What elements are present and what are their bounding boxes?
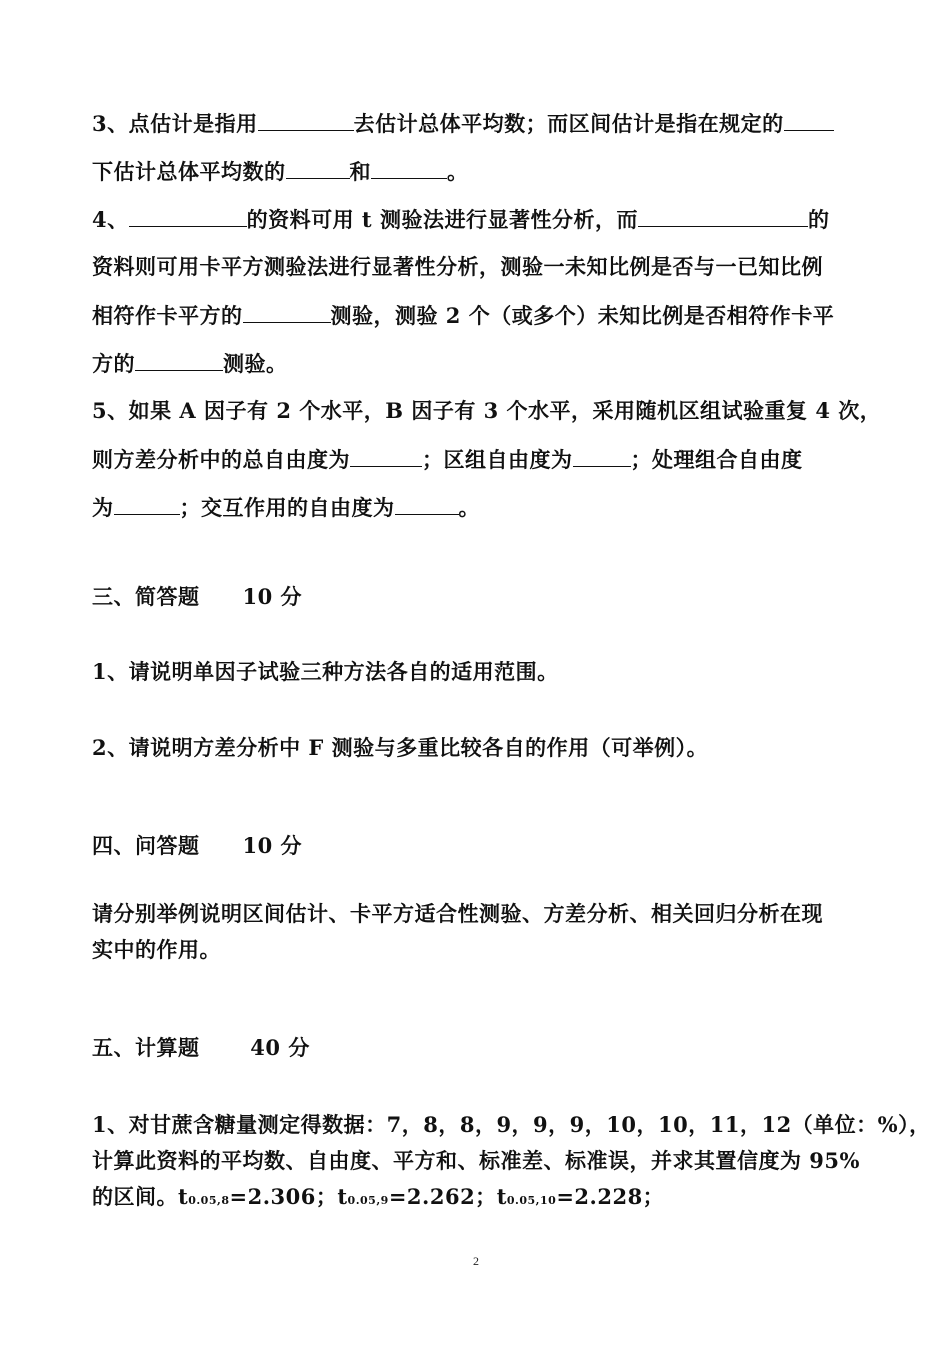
fill-blank[interactable]	[638, 204, 808, 227]
section-5-line-2: 计算此资料的平均数、自由度、平方和、标准差、标准误，并求其置信度为 95%	[92, 1148, 860, 1173]
q4-line-4	[92, 348, 872, 379]
section-3-heading: 三、简答题 10 分	[92, 584, 303, 609]
t-value: =2.262；	[388, 1184, 497, 1209]
q4-line-3	[92, 300, 872, 331]
t-symbol: t	[337, 1184, 348, 1209]
section-3-item-1: 1、请说明单因子试验三种方法各自的适用范围。	[92, 659, 559, 684]
t-value: =2.306；	[229, 1184, 338, 1209]
fill-blank[interactable]	[395, 492, 459, 515]
q3-line-1	[92, 108, 872, 139]
q3-text: 。	[447, 159, 469, 184]
q4-line-2: 资料则可用卡平方测验法进行显著性分析，测验一未知比例是否与一已知比例	[92, 254, 823, 279]
fill-blank[interactable]	[371, 156, 447, 179]
fill-blank[interactable]	[286, 156, 350, 179]
fill-blank[interactable]	[129, 204, 247, 227]
t-subscript: 0.05,9	[347, 1194, 389, 1207]
section-5-text: 的区间。	[92, 1184, 178, 1209]
fill-blank[interactable]	[258, 108, 354, 131]
section-4-line-1: 请分别举例说明区间估计、卡平方适合性测验、方差分析、相关回归分析在现	[92, 901, 823, 926]
fill-blank[interactable]	[784, 108, 834, 131]
q4-text: 方的	[92, 351, 135, 376]
q5-text: ；处理组合自由度	[630, 447, 803, 472]
t-symbol: t	[496, 1184, 507, 1209]
section-3-item-2: 2、请说明方差分析中 F 测验与多重比较各自的作用（可举例）。	[92, 735, 709, 760]
t-subscript: 0.05,10	[506, 1194, 557, 1207]
page-number: 2	[473, 1254, 479, 1268]
q5-line-3	[92, 492, 872, 523]
q3-line-2	[92, 156, 872, 187]
q4-text: 4、	[92, 207, 129, 232]
fill-blank[interactable]	[573, 444, 631, 467]
q5-text: ；区组自由度为	[422, 447, 573, 472]
q4-text: 的	[807, 207, 830, 232]
t-subscript: 0.05,8	[188, 1194, 230, 1207]
t-value: =2.228；	[556, 1184, 665, 1209]
q5-text: 。	[458, 495, 480, 520]
section-5-line-1: 1、对甘蔗含糖量测定得数据：7，8，8，9，9，9，10，10，11，12（单位：%），	[92, 1112, 931, 1137]
q4-line-1	[92, 204, 872, 235]
q4-text: 相符作卡平方的	[92, 303, 243, 328]
q5-line-1: 5、如果 A 因子有 2 个水平，B 因子有 3 个水平，采用随机区组试验重复 4 次，	[92, 398, 882, 423]
section-5-heading: 五、计算题 40 分	[92, 1035, 310, 1060]
fill-blank[interactable]	[114, 492, 180, 515]
section-5-line-3	[92, 1182, 872, 1216]
q5-text: 为	[92, 495, 114, 520]
q5-text: 则方差分析中的总自由度为	[92, 447, 350, 472]
section-4-line-2: 实中的作用。	[92, 937, 221, 962]
q5-text: ；交互作用的自由度为	[179, 495, 395, 520]
section-4-heading: 四、问答题 10 分	[92, 833, 303, 858]
fill-blank[interactable]	[350, 444, 422, 467]
q4-text: 的资料可用 t 测验法进行显著性分析，而	[246, 207, 638, 232]
q5-line-2	[92, 444, 872, 475]
q4-text: 测验，测验 2 个（或多个）未知比例是否相符作卡平	[330, 303, 835, 328]
t-symbol: t	[178, 1184, 189, 1209]
fill-blank[interactable]	[243, 300, 331, 323]
q3-text: 3、点估计是指用	[92, 111, 258, 136]
q3-text: 下估计总体平均数的	[92, 159, 286, 184]
q3-text: 去估计总体平均数；而区间估计是指在规定的	[353, 111, 784, 136]
fill-blank[interactable]	[135, 348, 223, 371]
q3-text: 和	[349, 159, 371, 184]
q4-text: 测验。	[223, 351, 288, 376]
